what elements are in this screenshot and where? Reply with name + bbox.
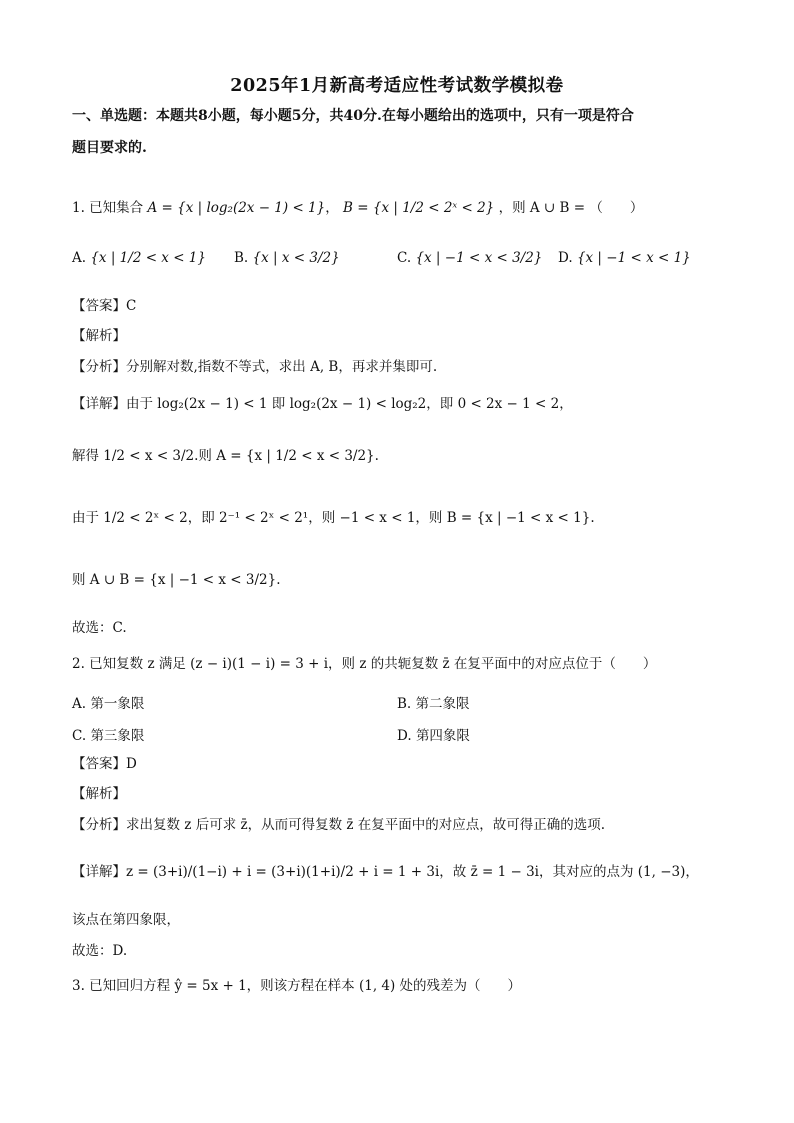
- q1-detail-4: 则 A ∪ B = {x | −1 < x < 3/2}.: [72, 572, 281, 588]
- q1-detail-3: 由于 1/2 < 2ˣ < 2，即 2⁻¹ < 2ˣ < 2¹，则 −1 < x < 1，则 B = {x | −1 < x < 1}.: [72, 510, 595, 526]
- option-text: 第二象限: [415, 696, 470, 712]
- option-text: 第一象限: [90, 696, 145, 712]
- q2-detail-2: 该点在第四象限，: [72, 912, 180, 928]
- q2-stem: 2. 已知复数 z 满足 (z − i)(1 − i) = 3 + i，则 z 的共轭复数 z̄ 在复平面中的对应点位于（ ）: [72, 656, 657, 672]
- q1-choose: 故选：C.: [72, 620, 127, 636]
- section-heading-line1: 一、单选题：本题共8小题，每小题5分，共40分.在每小题给出的选项中，只有一项是符合: [72, 108, 634, 124]
- option-text: {x | x < 3/2}: [252, 250, 340, 266]
- q1-option-c[interactable]: [397, 250, 542, 266]
- q1-fenxi: 【分析】分别解对数,指数不等式，求出 A, B，再求并集即可.: [72, 359, 438, 375]
- q1-set-a: A = {x | log₂(2x − 1) < 1}: [147, 200, 326, 216]
- q2-option-a[interactable]: [72, 692, 144, 712]
- q2-detail-1: 【详解】z = (3+i)/(1−i) + i = (3+i)(1+i)/2 + i = 1 + 3i，故 z̄ = 1 − 3i，其对应的点为 (1, −3)，: [72, 864, 699, 880]
- q1-option-a[interactable]: [72, 250, 206, 266]
- option-label: D.: [558, 250, 573, 266]
- q1-comma: ，: [325, 200, 339, 216]
- q1-option-d[interactable]: [558, 250, 691, 266]
- q2-option-d[interactable]: [397, 724, 470, 744]
- q2-answer: 【答案】D: [72, 756, 137, 772]
- option-text: {x | −1 < x < 3/2}: [415, 250, 543, 266]
- option-text: {x | −1 < x < 1}: [576, 250, 691, 266]
- q1-stem-prefix: 1. 已知集合: [72, 200, 144, 216]
- option-label: B.: [234, 250, 249, 266]
- q1-stem-suffix: ，则 A ∪ B = （ ）: [498, 200, 644, 216]
- option-label: A.: [72, 696, 87, 712]
- section-heading-line2: 题目要求的.: [72, 140, 147, 156]
- option-text: 第四象限: [415, 728, 470, 744]
- q2-option-c[interactable]: [72, 724, 144, 744]
- q1-option-b[interactable]: [234, 250, 340, 266]
- option-label: C.: [397, 250, 412, 266]
- q1-set-b: B = {x | 1/2 < 2ˣ < 2}: [343, 200, 495, 216]
- q2-analysis-label: 【解析】: [72, 786, 126, 802]
- q1-stem: [72, 200, 643, 216]
- q1-analysis-label: 【解析】: [72, 328, 126, 344]
- option-label: C.: [72, 728, 87, 744]
- q1-answer: 【答案】C: [72, 298, 137, 314]
- option-label: D.: [397, 728, 412, 744]
- q1-detail-2: 解得 1/2 < x < 3/2.则 A = {x | 1/2 < x < 3/2}.: [72, 448, 379, 464]
- option-text: {x | 1/2 < x < 1}: [90, 250, 206, 266]
- option-label: A.: [72, 250, 87, 266]
- q2-choose: 故选：D.: [72, 943, 128, 959]
- option-label: B.: [397, 696, 412, 712]
- q2-option-b[interactable]: [397, 692, 470, 712]
- q2-fenxi: 【分析】求出复数 z 后可求 z̄，从而可得复数 z̄ 在复平面中的对应点，故可得正确的选项.: [72, 817, 606, 833]
- q3-stem: 3. 已知回归方程 ŷ = 5x + 1，则该方程在样本 (1, 4) 处的残差为（ ）: [72, 978, 522, 994]
- page-title: 2025年1月新高考适应性考试数学模拟卷: [230, 76, 564, 96]
- q1-detail-1: 【详解】由于 log₂(2x − 1) < 1 即 log₂(2x − 1) < log₂2，即 0 < 2x − 1 < 2，: [72, 396, 573, 412]
- option-text: 第三象限: [90, 728, 145, 744]
